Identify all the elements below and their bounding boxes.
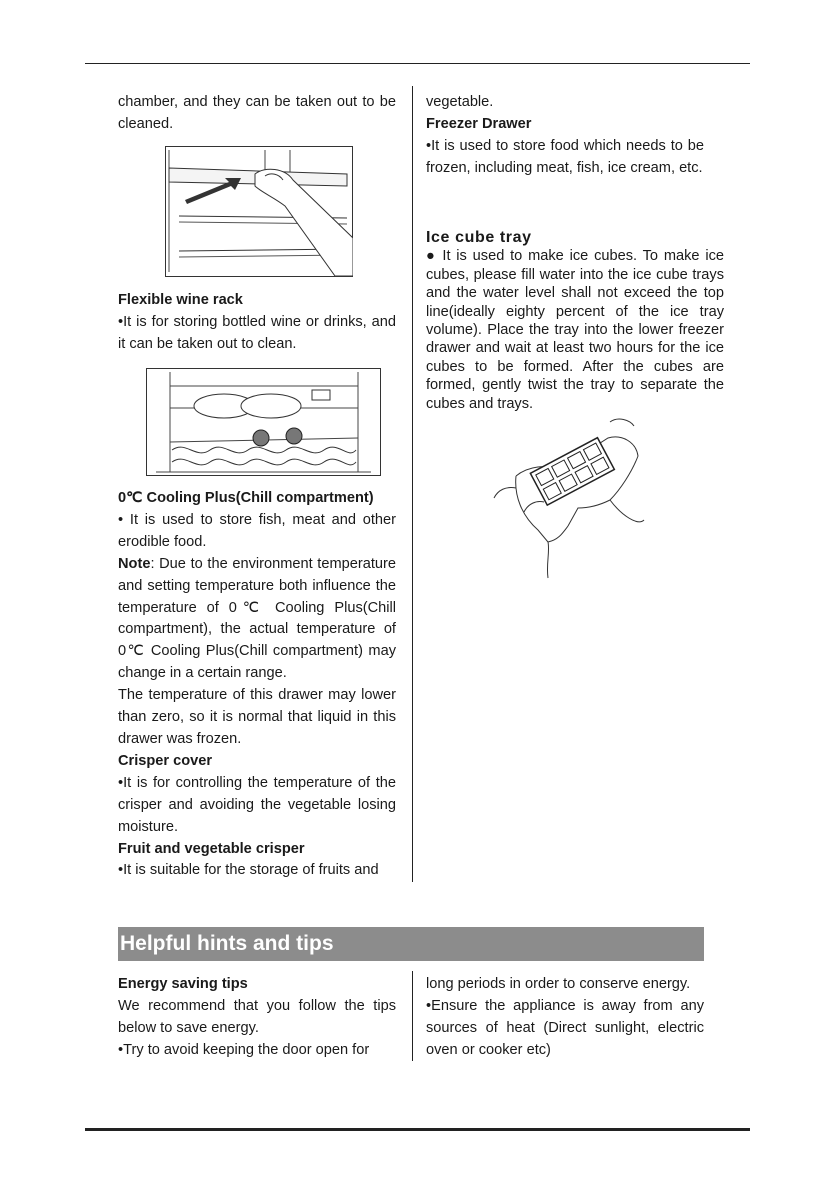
right-column-freezer bbox=[426, 92, 704, 180]
note-text: : Due to the environment temperature and setting temperature both influence the temperature of 0℃ Cooling Plus(Chill compartment), the actual temperature of 0℃ Cooling Plus(Chill compartment) may change in a certain range. bbox=[118, 555, 396, 682]
right-column-ice bbox=[426, 229, 724, 413]
note-paragraph bbox=[118, 554, 396, 685]
wine-rack-heading: Flexible wine rack bbox=[118, 292, 243, 308]
left-column-intro bbox=[118, 92, 396, 136]
crisper-cover-text: •It is for controlling the temperature of the crisper and avoiding the vegetable losing moisture. bbox=[118, 774, 396, 835]
crisper-cover-heading: Crisper cover bbox=[118, 752, 213, 769]
column-divider-top bbox=[412, 86, 413, 882]
door-tip-continued: long periods in order to conserve energy. bbox=[426, 976, 691, 992]
column-divider-bottom bbox=[412, 971, 413, 1061]
door-tip-text: •Try to avoid keeping the door open for bbox=[118, 1041, 370, 1058]
heat-source-tip: •Ensure the appliance is away from any sources of heat (Direct sunlight, electric oven or cooker etc) bbox=[426, 997, 704, 1058]
vegetable-text: vegetable. bbox=[426, 94, 494, 110]
fruit-crisper-text: •It is suitable for the storage of fruits and bbox=[118, 862, 379, 879]
energy-tips-left bbox=[118, 974, 396, 1062]
left-column-main bbox=[118, 488, 396, 882]
footer-rule bbox=[85, 1128, 750, 1131]
shelf-removal-illustration bbox=[165, 146, 353, 277]
ice-tray-heading: Ice cube tray bbox=[426, 229, 532, 246]
freezer-drawer-text: •It is used to store food which needs to be frozen, including meat, fish, ice cream, etc. bbox=[426, 137, 704, 176]
energy-saving-heading: Energy saving tips bbox=[118, 976, 248, 992]
chill-heading: 0℃ Cooling Plus(Chill compartment) bbox=[118, 490, 374, 506]
header-rule bbox=[85, 63, 750, 64]
energy-tips-right bbox=[426, 974, 704, 1062]
energy-intro-text: We recommend that you follow the tips below to save energy. bbox=[118, 997, 396, 1036]
left-column-wine bbox=[118, 290, 396, 356]
chill-text: • It is used to store fish, meat and other erodible food. bbox=[118, 511, 396, 550]
ice-tray-twist-illustration bbox=[488, 416, 648, 581]
freezer-drawer-heading: Freezer Drawer bbox=[426, 115, 532, 132]
fruit-crisper-heading: Fruit and vegetable crisper bbox=[118, 840, 305, 857]
drawer-text: The temperature of this drawer may lower than zero, so it is normal that liquid in this drawer was frozen. bbox=[118, 687, 396, 747]
ice-tray-text: ● It is used to make ice cubes. To make ice cubes, please fill water into the ice cube trays and the water level shall not exceed the top line(ideally eighty percent of the ice tray volume). Place the tray into the lower freezer drawer and wait at least two hours for the ice cubes to be formed. After the cubes are formed, gently twist the tray to separate the cubes and trays. bbox=[426, 248, 724, 412]
wine-rack-illustration bbox=[146, 368, 381, 476]
note-label: Note bbox=[118, 555, 151, 572]
shelf-text: chamber, and they can be taken out to be cleaned. bbox=[118, 94, 396, 132]
wine-rack-text: •It is for storing bottled wine or drinks, and it can be taken out to clean. bbox=[118, 313, 396, 352]
section-banner: Helpful hints and tips bbox=[118, 927, 704, 961]
